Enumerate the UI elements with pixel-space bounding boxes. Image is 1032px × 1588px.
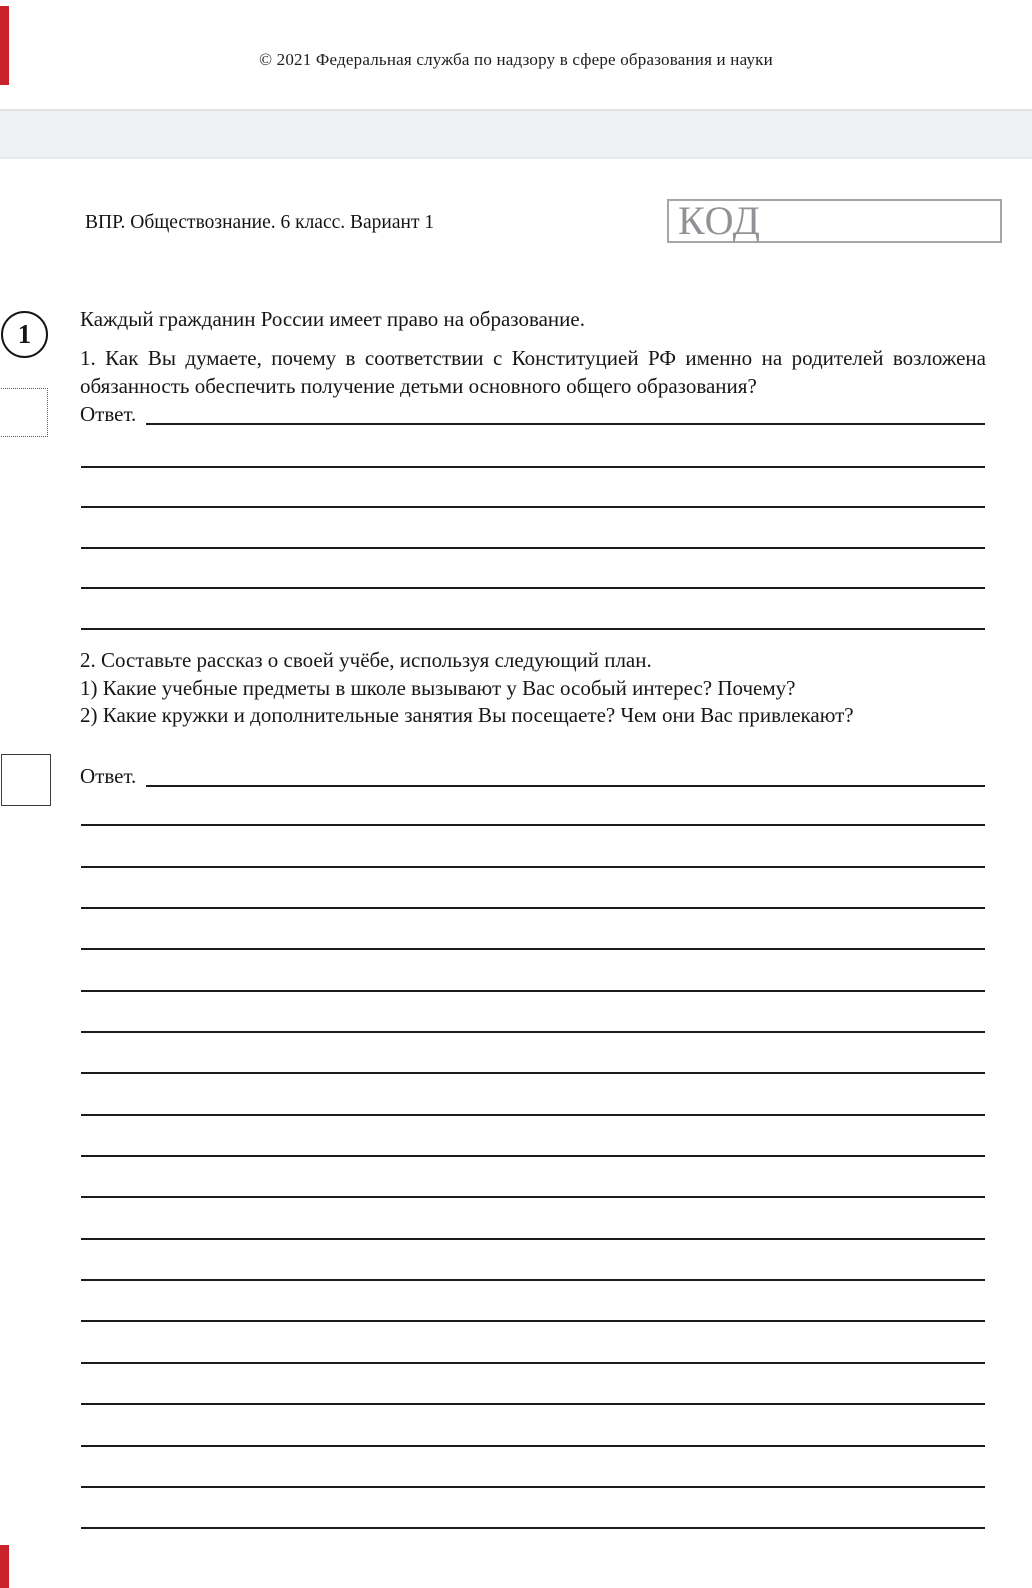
answer-line: [81, 1116, 985, 1157]
answer-line: [81, 1198, 985, 1239]
answer-line: [81, 508, 985, 549]
part1-answer-rule: [146, 423, 985, 425]
answer-line: [81, 1074, 985, 1115]
answer-line: [81, 1033, 985, 1074]
part1-answer-row: [80, 402, 985, 426]
answer-line: [81, 826, 985, 867]
answer-line: [81, 1447, 985, 1488]
task-number: 1: [17, 319, 32, 349]
part2-answer-lines: [81, 785, 985, 1529]
answer-line: [81, 589, 985, 630]
score-box-part2: [1, 754, 51, 806]
answer-line: [81, 1405, 985, 1446]
answer-line: [81, 1281, 985, 1322]
score-box-part1: [0, 388, 48, 437]
page-edge-mark-bottom: [0, 1545, 9, 1588]
part2-plan-item-1: 1) Какие учебные предметы в школе вызывают у Вас особый интерес? Почему?: [80, 675, 796, 700]
task-number-badge: [1, 311, 48, 358]
part2-question-block: [80, 647, 1010, 730]
page-edge-mark-top: [0, 6, 9, 85]
answer-line: [81, 1240, 985, 1281]
part2-plan-item-2: 2) Какие кружки и дополнительные занятия Вы посещаете? Чем они Вас привлекают?: [80, 703, 854, 728]
answer-line: [81, 468, 985, 509]
answer-line: [81, 1322, 985, 1363]
answer-line: [81, 1157, 985, 1198]
answer-line: [81, 909, 985, 950]
part1-question-text: 1. Как Вы думаете, почему в соответствии с Конституцией РФ именно на родителей возложена обязанность обеспечить получение детьми основного общего образования?: [80, 346, 986, 399]
part2-question-title: 2. Составьте рассказ о своей учёбе, используя следующий план.: [80, 648, 652, 672]
answer-line: [81, 1364, 985, 1405]
task-intro-text: Каждый гражданин России имеет право на образование.: [80, 307, 585, 331]
answer-line: [81, 868, 985, 909]
exam-header: ВПР. Обществознание. 6 класс. Вариант 1: [85, 212, 435, 233]
answer-line: [81, 549, 985, 590]
divider-band: [0, 109, 1032, 159]
code-input-box[interactable]: [667, 199, 1002, 243]
answer-line: [81, 1488, 985, 1529]
part2-answer-label: Ответ.: [80, 764, 137, 788]
part1-answer-lines: [81, 427, 985, 630]
code-box-label: КОД: [678, 198, 761, 243]
part1-answer-label: Ответ.: [80, 402, 137, 426]
answer-line: [81, 950, 985, 991]
answer-line: [81, 427, 985, 468]
answer-line: [81, 992, 985, 1033]
copyright-line: © 2021 Федеральная служба по надзору в сфере образования и науки: [259, 50, 773, 69]
answer-line: [81, 785, 985, 826]
